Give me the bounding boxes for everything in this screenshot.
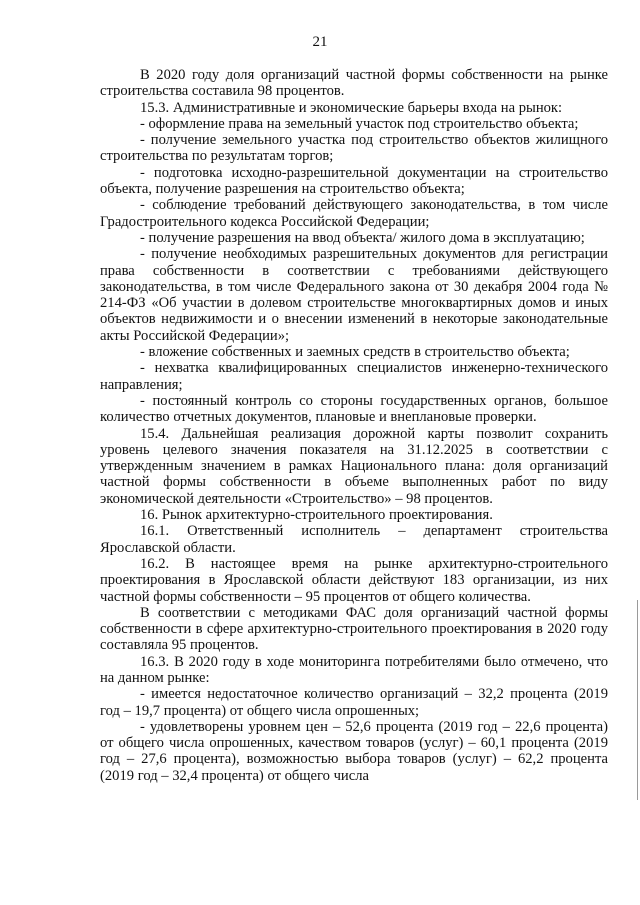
page-number: 21 xyxy=(312,34,328,50)
list-item-insufficient-organizations: - имеется недостаточное количество организаций – 32,2 процента (2019 год – 19,7 процента) от общего числа опрошенных; xyxy=(100,686,608,719)
paragraph-organizations-count: 16.2. В настоящее время на рынке архитектурно-строительного проектирования в Ярославской области действуют 183 организации, из них частной формы собственности – 95 процентов от общего количества. xyxy=(100,555,608,605)
list-item-state-control: - постоянный контроль со стороны государственных органов, большое количество отчетных документов, плановые и внеплановые проверки. xyxy=(100,392,608,426)
paragraph-monitoring-2020: 16.3. В 2020 году в ходе мониторинга потребителями было отмечено, что на данном рынке: xyxy=(100,653,608,686)
list-item-commissioning-permit: - получение разрешения на ввод объекта/ жилого дома в эксплуатацию; xyxy=(140,229,585,246)
section-heading-design-market: 16. Рынок архитектурно-строительного проектирования. xyxy=(140,507,493,524)
document-body xyxy=(100,67,608,784)
list-item-land-rights: - оформление права на земельный участок под строительство объекта; xyxy=(140,115,579,132)
paragraph-roadmap-target: 15.4. Дальнейшая реализация дорожной карты позволит сохранить уровень целевого значения показателя на 31.12.2025 в соответствии с утвержденным значением в рамках Национального плана: доля организаций частной формы собственности в объеме выполненных работ по виду экономической деятельности «Строительство» – 98 процентов. xyxy=(100,425,608,507)
list-item-satisfaction-levels: - удовлетворены уровнем цен – 52,6 процента (2019 год – 22,6 процента) от общего числа опрошенных, качеством товаров (услуг) – 60,1 процента (2019 год – 27,6 процента), возможностью выбора товаров (услуг) – 62,2 процента (2019 год – 32,4 процента) от общего числа xyxy=(100,718,608,784)
list-item-specialist-shortage: - нехватка квалифицированных специалистов инженерно-технического направления; xyxy=(100,360,608,393)
paragraph-responsible-executor: 16.1. Ответственный исполнитель – департамент строительства Ярославской области. xyxy=(100,523,608,556)
paragraph-private-share-2020: В 2020 году доля организаций частной формы собственности на рынке строительства составила 98 процентов. xyxy=(100,67,608,100)
list-item-ownership-registration: - получение необходимых разрешительных документов для регистрации права собственности в соответствии с требованиями действующего законодательства, в том числе Федерального закона от 30 декабря 2004 года № 214-ФЗ «Об участии в долевом строительстве многоквартирных домов и иных объектов недвижимости и о внесении изменений в некоторые законодательные акты Российской Федерации»; xyxy=(100,246,608,344)
paragraph-fas-methodology: В соответствии с методиками ФАС доля организаций частной формы собственности в сфере архитектурно-строительного проектирования в 2020 году составляла 95 процентов. xyxy=(100,604,608,654)
list-item-legislation-compliance: - соблюдение требований действующего законодательства, в том числе Градостроительного кодекса Российской Федерации; xyxy=(100,197,608,230)
list-item-permit-documentation: - подготовка исходно-разрешительной документации на строительство объекта, получение разрешения на строительство объекта; xyxy=(100,164,608,198)
paragraph-barriers-heading: 15.3. Административные и экономические барьеры входа на рынок: xyxy=(140,99,563,116)
list-item-investment-funds: - вложение собственных и заемных средств в строительство объекта; xyxy=(140,344,570,361)
scan-edge-line xyxy=(637,600,638,800)
list-item-land-plot-auction: - получение земельного участка под строительство объектов жилищного строительства по результатам торгов; xyxy=(100,132,608,165)
